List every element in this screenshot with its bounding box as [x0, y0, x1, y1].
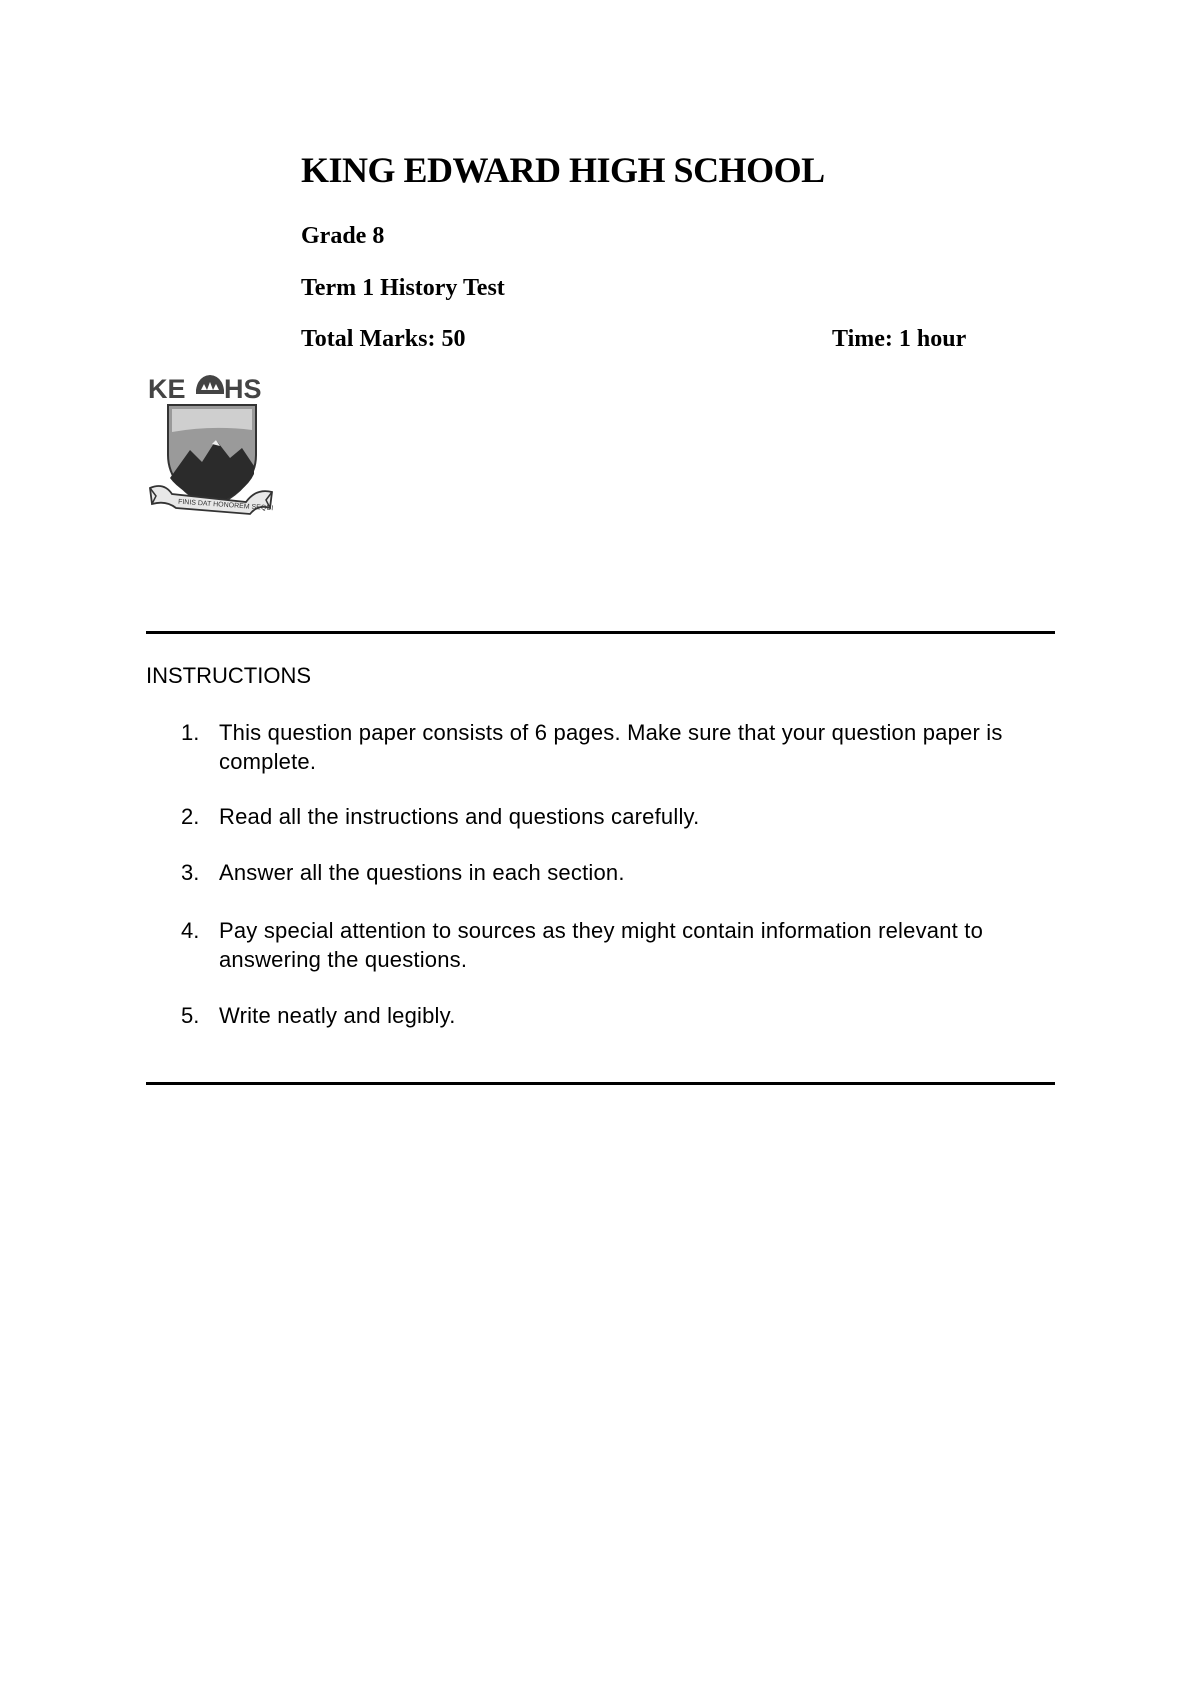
svg-text:KE: KE [148, 374, 186, 404]
instruction-number: 5. [181, 1003, 200, 1028]
total-marks: Total Marks: 50 [301, 326, 466, 352]
divider-top [146, 631, 1055, 634]
instruction-number: 2. [181, 804, 200, 829]
school-name: KING EDWARD HIGH SCHOOL [301, 150, 825, 190]
instruction-text: Pay special attention to sources as they might contain information relevant to answering the questions. [219, 918, 984, 972]
instruction-text: Answer all the questions in each section. [219, 860, 625, 885]
grade-label: Grade 8 [301, 223, 385, 249]
instruction-text: This question paper consists of 6 pages. Make sure that your question paper is complete. [219, 720, 1003, 774]
divider-bottom [146, 1082, 1055, 1085]
instructions-section [146, 662, 1055, 1028]
svg-text:HS: HS [224, 374, 262, 404]
instruction-number: 4. [181, 918, 200, 943]
test-name: Term 1 History Test [301, 275, 505, 301]
instruction-text: Read all the instructions and questions carefully. [219, 804, 700, 829]
instruction-number: 3. [181, 860, 200, 885]
crest-motto: FINIS DAT HONOREM SEQUI [177, 498, 274, 513]
instruction-number: 1. [181, 720, 200, 745]
instructions-heading: INSTRUCTIONS [146, 663, 311, 688]
test-header [301, 150, 1001, 352]
school-crest-icon [146, 370, 276, 520]
instruction-text: Write neatly and legibly. [219, 1003, 456, 1028]
time-allowed: Time: 1 hour [832, 326, 967, 352]
